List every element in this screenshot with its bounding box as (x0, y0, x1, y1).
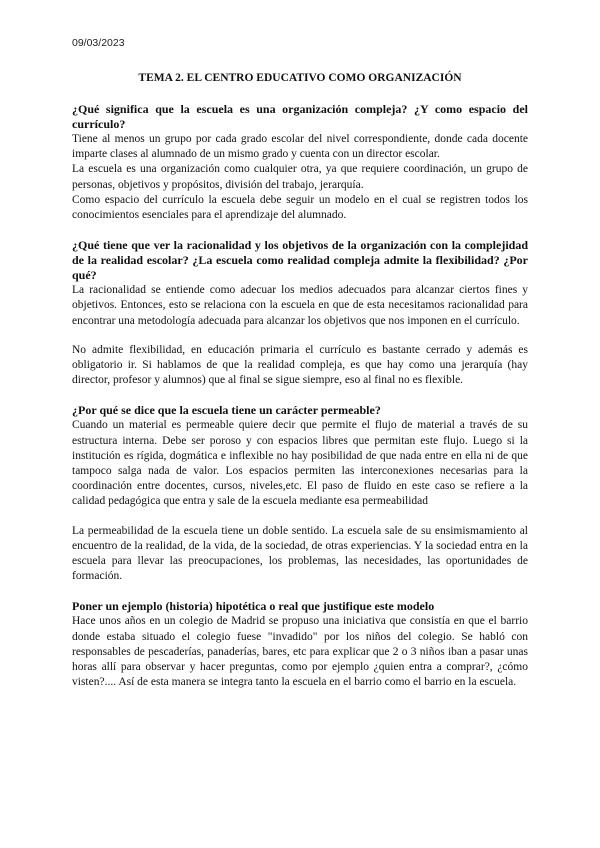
section-organizacion-compleja (72, 102, 528, 223)
paragraph: La escuela es una organización como cualquier otra, ya que requiere coordinación, un grupo de personas, objetivos y propósitos, división del trabajo, jerarquía. (72, 163, 528, 191)
spacer (72, 584, 528, 599)
section-heading: ¿Qué tiene que ver la racionalidad y los objetivos de la organización con la complejidad de la realidad escolar? ¿La escuela como realidad compleja admite la flexibilidad? ¿Por qué? (72, 238, 528, 283)
paragraph: Como espacio del currículo la escuela debe seguir un modelo en el cual se registren todos los conocimientos esenciales para el aprendizaje del alumnado. (72, 193, 528, 222)
section-heading: Poner un ejemplo (historia) hipotética o real que justifique este modelo (72, 599, 435, 614)
document-date: 09/03/2023 (72, 37, 125, 49)
paragraph: Cuando un material es permeable quiere decir que permite el flujo de material a través de su estructura interna. Debe ser poroso y con espacios libres que permitan este flujo. Luego si la institución es rígida, dogmática e inflexible no hay posibilidad de que nada entre en ella ni de que tampoco salga nada de valor. Los espacios permiten las interconexiones necesarias para la coordinación entre docentes, cursos, niveles,etc. El paso de fluido en este caso se refiere a la calidad pedagógica que entra y sale de la escuela mediante esa permeabilidad (72, 419, 528, 508)
spacer (72, 510, 528, 524)
document-body (72, 102, 528, 690)
paragraph: Tiene al menos un grupo por cada grado escolar del nivel correspondiente, donde cada docente imparte clases al alumnado de un mismo grado y cuenta con un director escolar. (72, 133, 528, 161)
paragraph: La permeabilidad de la escuela tiene un doble sentido. La escuela sale de su ensimismamiento al encuentro de la realidad, de la vida, de la sociedad, de otras experiencias. Y la sociedad entra en la escuela para llevar las preocupaciones, los problemas, las necesidades, las oportunidades de formación. (72, 524, 528, 583)
paragraph: La racionalidad se entiende como adecuar los medios adecuados para alcanzar ciertos fines y objetivos. Entonces, esto se relaciona con la escuela en que de esta necesitamos racionalidad para encontrar una metodología adecuada para alcanzar los objetivos que nos imponen en el currículo. (72, 284, 528, 327)
paragraph: No admite flexibilidad, en educación primaria el currículo es bastante cerrado y además es obligatorio ir. Si hablamos de que la realidad compleja, es que hay como una jerarquía (hay director, profesor y alumnos) que al final se sigue siempre, eso al final no es flexible. (72, 343, 528, 387)
spacer (72, 388, 528, 403)
spacer (72, 223, 528, 238)
section-ejemplo (72, 599, 528, 690)
section-heading: ¿Por qué se dice que la escuela tiene un carácter permeable? (72, 403, 381, 418)
document-title: TEMA 2. EL CENTRO EDUCATIVO COMO ORGANIZACIÓN (138, 72, 462, 84)
section-racionalidad (72, 238, 528, 388)
section-permeable (72, 403, 528, 584)
section-heading: ¿Qué significa que la escuela es una organización compleja? ¿Y como espacio del currículo? (72, 102, 528, 131)
spacer (72, 329, 528, 343)
paragraph: Hace unos años en un colegio de Madrid se propuso una iniciativa que consistía en que el barrio donde estaba situado el colegio fuese "invadido" por los niños del colegio. Se habló con responsables de pescaderías, panaderías, bares, etc para explicar que 2 o 3 niños iban a pasar unas horas allí para observar y hacer preguntas, como por ejemplo ¿quien entra a comprar?, ¿cómo visten?.... Así de esta manera se integra tanto la escuela en el barrio como el barrio en la escuela. (72, 615, 528, 689)
